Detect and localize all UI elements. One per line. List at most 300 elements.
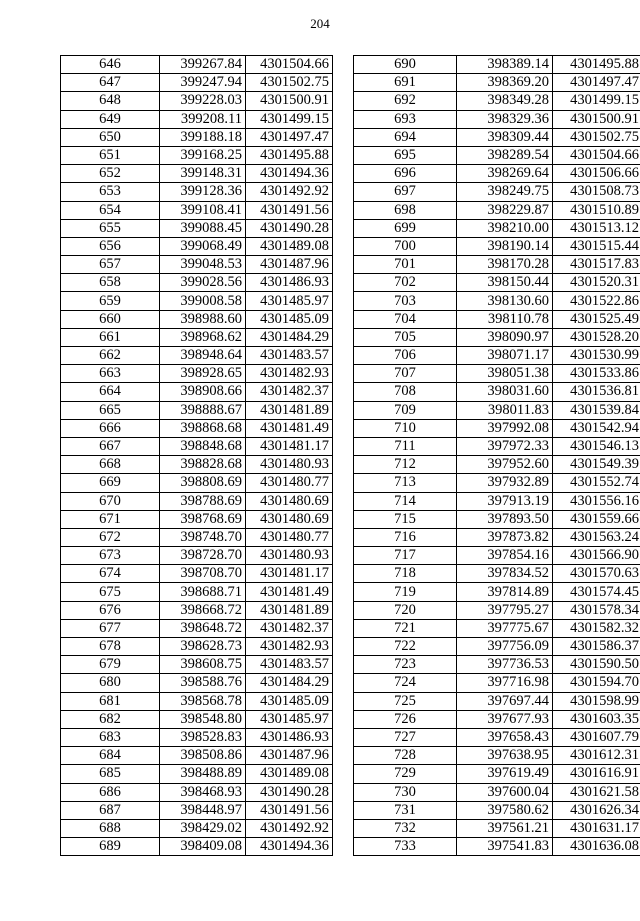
point-number-cell: 654: [61, 201, 160, 219]
table-row: [61, 237, 333, 255]
y-coordinate-cell: 4301489.08: [246, 237, 333, 255]
point-number-cell: 684: [61, 747, 160, 765]
table-row: [354, 747, 640, 765]
table-row: [61, 110, 333, 128]
point-number-cell: 713: [354, 474, 457, 492]
y-coordinate-cell: 4301612.31: [553, 747, 640, 765]
table-row: [61, 74, 333, 92]
point-number-cell: 679: [61, 656, 160, 674]
x-coordinate-cell: 397561.21: [457, 819, 553, 837]
y-coordinate-cell: 4301559.66: [553, 510, 640, 528]
table-row: [61, 492, 333, 510]
point-number-cell: 701: [354, 256, 457, 274]
point-number-cell: 691: [354, 74, 457, 92]
x-coordinate-cell: 398090.97: [457, 328, 553, 346]
y-coordinate-cell: 4301481.17: [246, 565, 333, 583]
y-coordinate-cell: 4301500.91: [553, 110, 640, 128]
point-number-cell: 668: [61, 456, 160, 474]
point-number-cell: 719: [354, 583, 457, 601]
y-coordinate-cell: 4301586.37: [553, 638, 640, 656]
y-coordinate-cell: 4301487.96: [246, 256, 333, 274]
table-row: [354, 492, 640, 510]
table-row: [61, 328, 333, 346]
y-coordinate-cell: 4301528.20: [553, 328, 640, 346]
table-row: [61, 201, 333, 219]
point-number-cell: 722: [354, 638, 457, 656]
x-coordinate-cell: 398190.14: [457, 237, 553, 255]
y-coordinate-cell: 4301483.57: [246, 656, 333, 674]
table-row: [61, 692, 333, 710]
y-coordinate-cell: 4301482.37: [246, 383, 333, 401]
table-row: [61, 510, 333, 528]
point-number-cell: 670: [61, 492, 160, 510]
point-number-cell: 659: [61, 292, 160, 310]
y-coordinate-cell: 4301502.75: [246, 74, 333, 92]
table-row: [354, 383, 640, 401]
x-coordinate-cell: 397913.19: [457, 492, 553, 510]
x-coordinate-cell: 398229.87: [457, 201, 553, 219]
x-coordinate-cell: 398628.73: [160, 638, 246, 656]
table-row: [354, 656, 640, 674]
table-row: [354, 456, 640, 474]
point-number-cell: 708: [354, 383, 457, 401]
point-number-cell: 730: [354, 783, 457, 801]
y-coordinate-cell: 4301502.75: [553, 128, 640, 146]
y-coordinate-cell: 4301481.17: [246, 437, 333, 455]
table-row: [61, 528, 333, 546]
x-coordinate-cell: 398369.20: [457, 74, 553, 92]
table-row: [354, 347, 640, 365]
table-row: [354, 183, 640, 201]
x-coordinate-cell: 398828.68: [160, 456, 246, 474]
table-row: [61, 365, 333, 383]
x-coordinate-cell: 398031.60: [457, 383, 553, 401]
y-coordinate-cell: 4301566.90: [553, 547, 640, 565]
point-number-cell: 662: [61, 347, 160, 365]
x-coordinate-cell: 398468.93: [160, 783, 246, 801]
y-coordinate-cell: 4301490.28: [246, 219, 333, 237]
point-number-cell: 690: [354, 56, 457, 74]
point-number-cell: 703: [354, 292, 457, 310]
table-row: [61, 583, 333, 601]
table-row: [61, 274, 333, 292]
y-coordinate-cell: 4301549.39: [553, 456, 640, 474]
y-coordinate-cell: 4301480.77: [246, 474, 333, 492]
coordinates-table-left: [60, 55, 333, 856]
y-coordinate-cell: 4301495.88: [553, 56, 640, 74]
x-coordinate-cell: 398748.70: [160, 528, 246, 546]
x-coordinate-cell: 399247.94: [160, 74, 246, 92]
point-number-cell: 710: [354, 419, 457, 437]
table-row: [354, 801, 640, 819]
x-coordinate-cell: 398928.65: [160, 365, 246, 383]
x-coordinate-cell: 397814.89: [457, 583, 553, 601]
table-row: [61, 728, 333, 746]
point-number-cell: 726: [354, 710, 457, 728]
x-coordinate-cell: 397873.82: [457, 528, 553, 546]
y-coordinate-cell: 4301582.32: [553, 619, 640, 637]
table-row: [61, 801, 333, 819]
point-number-cell: 653: [61, 183, 160, 201]
x-coordinate-cell: 398329.36: [457, 110, 553, 128]
x-coordinate-cell: 398269.64: [457, 165, 553, 183]
x-coordinate-cell: 397972.33: [457, 437, 553, 455]
x-coordinate-cell: 398888.67: [160, 401, 246, 419]
table-row: [354, 437, 640, 455]
point-number-cell: 674: [61, 565, 160, 583]
table-row: [354, 583, 640, 601]
point-number-cell: 663: [61, 365, 160, 383]
y-coordinate-cell: 4301594.70: [553, 674, 640, 692]
x-coordinate-cell: 397932.89: [457, 474, 553, 492]
point-number-cell: 669: [61, 474, 160, 492]
point-number-cell: 682: [61, 710, 160, 728]
y-coordinate-cell: 4301533.86: [553, 365, 640, 383]
x-coordinate-cell: 398708.70: [160, 565, 246, 583]
table-row: [61, 819, 333, 837]
x-coordinate-cell: 398608.75: [160, 656, 246, 674]
point-number-cell: 672: [61, 528, 160, 546]
x-coordinate-cell: 398051.38: [457, 365, 553, 383]
point-number-cell: 731: [354, 801, 457, 819]
x-coordinate-cell: 399128.36: [160, 183, 246, 201]
point-number-cell: 704: [354, 310, 457, 328]
x-coordinate-cell: 398908.66: [160, 383, 246, 401]
x-coordinate-cell: 398170.28: [457, 256, 553, 274]
coordinates-table-right: [353, 55, 640, 856]
table-row: [354, 110, 640, 128]
point-number-cell: 681: [61, 692, 160, 710]
y-coordinate-cell: 4301515.44: [553, 237, 640, 255]
point-number-cell: 698: [354, 201, 457, 219]
x-coordinate-cell: 397775.67: [457, 619, 553, 637]
table-row: [61, 183, 333, 201]
x-coordinate-cell: 398210.00: [457, 219, 553, 237]
y-coordinate-cell: 4301506.66: [553, 165, 640, 183]
table-row: [354, 674, 640, 692]
table-row: [354, 219, 640, 237]
y-coordinate-cell: 4301481.89: [246, 601, 333, 619]
table-row: [354, 601, 640, 619]
x-coordinate-cell: 398768.69: [160, 510, 246, 528]
x-coordinate-cell: 398548.80: [160, 710, 246, 728]
y-coordinate-cell: 4301530.99: [553, 347, 640, 365]
y-coordinate-cell: 4301482.93: [246, 365, 333, 383]
point-number-cell: 715: [354, 510, 457, 528]
x-coordinate-cell: 397756.09: [457, 638, 553, 656]
point-number-cell: 667: [61, 437, 160, 455]
y-coordinate-cell: 4301491.56: [246, 801, 333, 819]
y-coordinate-cell: 4301598.99: [553, 692, 640, 710]
x-coordinate-cell: 398508.86: [160, 747, 246, 765]
y-coordinate-cell: 4301508.73: [553, 183, 640, 201]
x-coordinate-cell: 397795.27: [457, 601, 553, 619]
y-coordinate-cell: 4301480.93: [246, 456, 333, 474]
point-number-cell: 695: [354, 146, 457, 164]
table-row: [354, 692, 640, 710]
x-coordinate-cell: 398648.72: [160, 619, 246, 637]
y-coordinate-cell: 4301513.12: [553, 219, 640, 237]
table-row: [354, 310, 640, 328]
point-number-cell: 718: [354, 565, 457, 583]
point-number-cell: 732: [354, 819, 457, 837]
y-coordinate-cell: 4301539.84: [553, 401, 640, 419]
x-coordinate-cell: 397736.53: [457, 656, 553, 674]
x-coordinate-cell: 399108.41: [160, 201, 246, 219]
y-coordinate-cell: 4301574.45: [553, 583, 640, 601]
y-coordinate-cell: 4301542.94: [553, 419, 640, 437]
table-row: [354, 510, 640, 528]
x-coordinate-cell: 398011.83: [457, 401, 553, 419]
y-coordinate-cell: 4301480.69: [246, 510, 333, 528]
y-coordinate-cell: 4301490.28: [246, 783, 333, 801]
y-coordinate-cell: 4301495.88: [246, 146, 333, 164]
point-number-cell: 678: [61, 638, 160, 656]
table-row: [354, 292, 640, 310]
y-coordinate-cell: 4301510.89: [553, 201, 640, 219]
point-number-cell: 729: [354, 765, 457, 783]
y-coordinate-cell: 4301481.49: [246, 419, 333, 437]
point-number-cell: 666: [61, 419, 160, 437]
y-coordinate-cell: 4301616.91: [553, 765, 640, 783]
point-number-cell: 721: [354, 619, 457, 637]
table-row: [354, 619, 640, 637]
table-row: [61, 347, 333, 365]
y-coordinate-cell: 4301497.47: [246, 128, 333, 146]
table-row: [354, 56, 640, 74]
y-coordinate-cell: 4301525.49: [553, 310, 640, 328]
point-number-cell: 711: [354, 437, 457, 455]
table-row: [61, 292, 333, 310]
x-coordinate-cell: 399208.11: [160, 110, 246, 128]
point-number-cell: 733: [354, 838, 457, 856]
table-row: [61, 165, 333, 183]
y-coordinate-cell: 4301520.31: [553, 274, 640, 292]
x-coordinate-cell: 398249.75: [457, 183, 553, 201]
x-coordinate-cell: 398868.68: [160, 419, 246, 437]
y-coordinate-cell: 4301485.09: [246, 692, 333, 710]
x-coordinate-cell: 398968.62: [160, 328, 246, 346]
point-number-cell: 660: [61, 310, 160, 328]
x-coordinate-cell: 398071.17: [457, 347, 553, 365]
x-coordinate-cell: 398848.68: [160, 437, 246, 455]
point-number-cell: 665: [61, 401, 160, 419]
y-coordinate-cell: 4301480.77: [246, 528, 333, 546]
y-coordinate-cell: 4301491.56: [246, 201, 333, 219]
point-number-cell: 709: [354, 401, 457, 419]
point-number-cell: 685: [61, 765, 160, 783]
point-number-cell: 717: [354, 547, 457, 565]
y-coordinate-cell: 4301570.63: [553, 565, 640, 583]
x-coordinate-cell: 399188.18: [160, 128, 246, 146]
point-number-cell: 683: [61, 728, 160, 746]
x-coordinate-cell: 398728.70: [160, 547, 246, 565]
y-coordinate-cell: 4301607.79: [553, 728, 640, 746]
y-coordinate-cell: 4301485.97: [246, 292, 333, 310]
table-row: [61, 601, 333, 619]
y-coordinate-cell: 4301494.36: [246, 165, 333, 183]
x-coordinate-cell: 398309.44: [457, 128, 553, 146]
table-row: [354, 201, 640, 219]
table-row: [61, 547, 333, 565]
x-coordinate-cell: 399148.31: [160, 165, 246, 183]
point-number-cell: 724: [354, 674, 457, 692]
page-number: 204: [310, 16, 330, 31]
x-coordinate-cell: 397854.16: [457, 547, 553, 565]
y-coordinate-cell: 4301621.58: [553, 783, 640, 801]
x-coordinate-cell: 398668.72: [160, 601, 246, 619]
y-coordinate-cell: 4301556.16: [553, 492, 640, 510]
table-row: [61, 92, 333, 110]
table-row: [354, 165, 640, 183]
point-number-cell: 651: [61, 146, 160, 164]
table-row: [354, 237, 640, 255]
x-coordinate-cell: 397600.04: [457, 783, 553, 801]
x-coordinate-cell: 397658.43: [457, 728, 553, 746]
x-coordinate-cell: 398289.54: [457, 146, 553, 164]
table-row: [61, 783, 333, 801]
table-row: [61, 419, 333, 437]
x-coordinate-cell: 398429.02: [160, 819, 246, 837]
y-coordinate-cell: 4301500.91: [246, 92, 333, 110]
x-coordinate-cell: 397677.93: [457, 710, 553, 728]
x-coordinate-cell: 398150.44: [457, 274, 553, 292]
y-coordinate-cell: 4301563.24: [553, 528, 640, 546]
x-coordinate-cell: 398448.97: [160, 801, 246, 819]
table-row: [354, 765, 640, 783]
table-row: [61, 146, 333, 164]
point-number-cell: 694: [354, 128, 457, 146]
point-number-cell: 655: [61, 219, 160, 237]
table-row: [61, 747, 333, 765]
y-coordinate-cell: 4301492.92: [246, 819, 333, 837]
table-row: [61, 56, 333, 74]
point-number-cell: 649: [61, 110, 160, 128]
y-coordinate-cell: 4301497.47: [553, 74, 640, 92]
x-coordinate-cell: 399028.56: [160, 274, 246, 292]
y-coordinate-cell: 4301504.66: [246, 56, 333, 74]
x-coordinate-cell: 398389.14: [457, 56, 553, 74]
point-number-cell: 689: [61, 838, 160, 856]
x-coordinate-cell: 398528.83: [160, 728, 246, 746]
y-coordinate-cell: 4301494.36: [246, 838, 333, 856]
x-coordinate-cell: 398349.28: [457, 92, 553, 110]
table-row: [61, 656, 333, 674]
y-coordinate-cell: 4301603.35: [553, 710, 640, 728]
y-coordinate-cell: 4301481.89: [246, 401, 333, 419]
point-number-cell: 673: [61, 547, 160, 565]
y-coordinate-cell: 4301485.97: [246, 710, 333, 728]
point-number-cell: 714: [354, 492, 457, 510]
y-coordinate-cell: 4301517.83: [553, 256, 640, 274]
x-coordinate-cell: 397952.60: [457, 456, 553, 474]
x-coordinate-cell: 399048.53: [160, 256, 246, 274]
table-row: [354, 256, 640, 274]
y-coordinate-cell: 4301499.15: [553, 92, 640, 110]
y-coordinate-cell: 4301546.13: [553, 437, 640, 455]
y-coordinate-cell: 4301484.29: [246, 674, 333, 692]
x-coordinate-cell: 397541.83: [457, 838, 553, 856]
y-coordinate-cell: 4301492.92: [246, 183, 333, 201]
table-row: [61, 565, 333, 583]
table-row: [354, 419, 640, 437]
y-coordinate-cell: 4301626.34: [553, 801, 640, 819]
table-row: [354, 74, 640, 92]
table-row: [354, 783, 640, 801]
point-number-cell: 692: [354, 92, 457, 110]
x-coordinate-cell: 397619.49: [457, 765, 553, 783]
table-row: [61, 219, 333, 237]
point-number-cell: 652: [61, 165, 160, 183]
y-coordinate-cell: 4301481.49: [246, 583, 333, 601]
table-row: [354, 710, 640, 728]
point-number-cell: 676: [61, 601, 160, 619]
y-coordinate-cell: 4301504.66: [553, 146, 640, 164]
x-coordinate-cell: 398488.89: [160, 765, 246, 783]
point-number-cell: 664: [61, 383, 160, 401]
table-row: [61, 383, 333, 401]
point-number-cell: 677: [61, 619, 160, 637]
point-number-cell: 671: [61, 510, 160, 528]
y-coordinate-cell: 4301536.81: [553, 383, 640, 401]
x-coordinate-cell: 397697.44: [457, 692, 553, 710]
x-coordinate-cell: 399267.84: [160, 56, 246, 74]
y-coordinate-cell: 4301489.08: [246, 765, 333, 783]
point-number-cell: 696: [354, 165, 457, 183]
x-coordinate-cell: 397580.62: [457, 801, 553, 819]
table-row: [354, 92, 640, 110]
point-number-cell: 680: [61, 674, 160, 692]
point-number-cell: 658: [61, 274, 160, 292]
x-coordinate-cell: 399168.25: [160, 146, 246, 164]
table-row: [61, 638, 333, 656]
point-number-cell: 707: [354, 365, 457, 383]
y-coordinate-cell: 4301485.09: [246, 310, 333, 328]
y-coordinate-cell: 4301486.93: [246, 274, 333, 292]
point-number-cell: 702: [354, 274, 457, 292]
x-coordinate-cell: 398948.64: [160, 347, 246, 365]
x-coordinate-cell: 399088.45: [160, 219, 246, 237]
x-coordinate-cell: 397638.95: [457, 747, 553, 765]
y-coordinate-cell: 4301578.34: [553, 601, 640, 619]
table-row: [354, 474, 640, 492]
point-number-cell: 706: [354, 347, 457, 365]
y-coordinate-cell: 4301484.29: [246, 328, 333, 346]
y-coordinate-cell: 4301480.93: [246, 547, 333, 565]
point-number-cell: 728: [354, 747, 457, 765]
table-row: [61, 437, 333, 455]
table-row: [61, 310, 333, 328]
x-coordinate-cell: 399068.49: [160, 237, 246, 255]
point-number-cell: 661: [61, 328, 160, 346]
point-number-cell: 686: [61, 783, 160, 801]
x-coordinate-cell: 399008.58: [160, 292, 246, 310]
x-coordinate-cell: 397716.98: [457, 674, 553, 692]
y-coordinate-cell: 4301482.37: [246, 619, 333, 637]
x-coordinate-cell: 399228.03: [160, 92, 246, 110]
x-coordinate-cell: 397834.52: [457, 565, 553, 583]
point-number-cell: 720: [354, 601, 457, 619]
table-row: [61, 456, 333, 474]
x-coordinate-cell: 397992.08: [457, 419, 553, 437]
point-number-cell: 697: [354, 183, 457, 201]
y-coordinate-cell: 4301636.08: [553, 838, 640, 856]
table-row: [354, 819, 640, 837]
y-coordinate-cell: 4301482.93: [246, 638, 333, 656]
table-row: [61, 710, 333, 728]
point-number-cell: 646: [61, 56, 160, 74]
point-number-cell: 693: [354, 110, 457, 128]
